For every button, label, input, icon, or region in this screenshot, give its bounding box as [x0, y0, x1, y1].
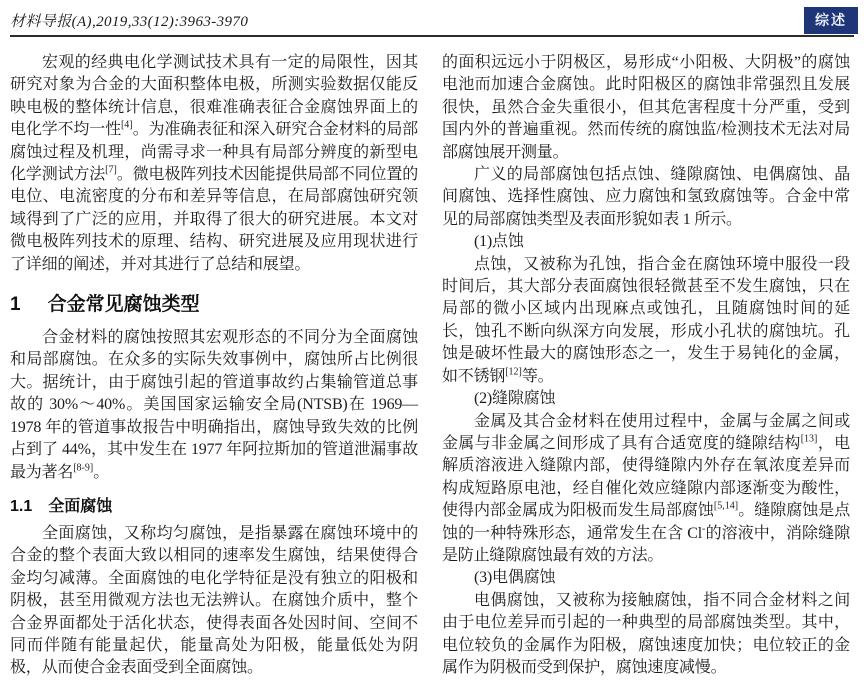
- paragraph: (3)电偶腐蚀: [474, 569, 556, 587]
- section-heading: [10, 493, 418, 516]
- article-type-badge: 综述: [804, 7, 858, 34]
- left-column: [10, 52, 418, 680]
- paragraph: 宏观的经典电化学测试技术具有一定的局限性，因其研究对象为合金的大面积整体电极，所测实验数据仅能反映电极的整体统计信息，很难准确表征合金腐蚀界面上的电化学不均一性[4]。为准确表征和深入研究合金材料的局部腐蚀过程及机理，尚需寻求一种具有局部分辨度的新型电化学测试方法[7]。微电极阵列技术因能提供局部不同位置的电位、电流密度的分布和差异等信息，在局部腐蚀研究领域得到了广泛的应用，并取得了很大的研究进展。本文对微电极阵列技术的原理、结构、研究进展及应用现状进行了详细的阐述，并对其进行了总结和展望。: [10, 54, 418, 273]
- section-number: 1: [10, 294, 21, 316]
- section-title: 合金常见腐蚀类型: [47, 294, 200, 316]
- section-heading: [10, 289, 418, 316]
- paragraph: (2)缝隙腐蚀: [474, 390, 556, 408]
- paragraph: 点蚀，又被称为孔蚀，指合金在腐蚀环境中服役一段时间后，其大部分表面腐蚀很轻微甚至不发生腐蚀，只在局部的微小区域内出现麻点或蚀孔，且随腐蚀时间的延长，蚀孔不断向纵深方向发展，形成小孔状的腐蚀坑。孔蚀是破坏性最大的腐蚀形态之一，发生于易钝化的金属，如不锈钢[12]等。: [442, 255, 850, 385]
- page-header: [10, 6, 854, 33]
- two-column-body: [10, 37, 854, 680]
- paragraph: 广义的局部腐蚀包括点蚀、缝隙腐蚀、电偶腐蚀、晶间腐蚀、选择性腐蚀、应力腐蚀和氢致腐蚀等。合金中常见的局部腐蚀类型及表面形貌如表 1 所示。: [442, 166, 850, 228]
- section-number: 1.1: [10, 497, 33, 515]
- paragraph: 电偶腐蚀，又被称为接触腐蚀，指不同合金材料之间由于电位差异而引起的一种典型的局部腐蚀类型。其中，电位较负的金属作为阳极，腐蚀速度加快；电位较正的金属作为阴极而受到保护，腐蚀速度减慢。: [442, 591, 850, 676]
- paragraph: 的面积远远小于阴极区，易形成“小阳极、大阴极”的腐蚀电池而加速合金腐蚀。此时阳极区的腐蚀非常强烈且发展很快，虽然合金失重很小，但其危害程度十分严重，受到国内外的普遍重视。然而传统的腐蚀监/检测技术无法对局部腐蚀展开测量。: [442, 54, 850, 161]
- paragraph: (1)点蚀: [474, 233, 524, 251]
- paragraph: 全面腐蚀，又称均匀腐蚀，是指暴露在腐蚀环境中的合金的整个表面大致以相同的速率发生腐蚀，结果使得合金均匀减薄。全面腐蚀的电化学特征是没有独立的阳极和阴极，甚至用微观方法也无法辨认。在腐蚀介质中，整个合金界面都处于活化状态，使得表面各处因时间、空间不同而伴随有能量起伏，能量高处为阳极，能量低处为阴极，从而使合金表面受到全面腐蚀。: [10, 524, 418, 677]
- paragraph: 金属及其合金材料在使用过程中，金属与金属之间或金属与非金属之间形成了具有合适宽度的缝隙结构[13]，电解质溶液进入缝隙内部，使得缝隙内外存在氧浓度差异而构成短路原电池，经自催化效应缝隙内部逐渐变为酸性，使得内部金属成为阳极而发生局部腐蚀[5,14]。缝隙腐蚀是点蚀的一种特殊形态，通常发生在含 Cl-的溶液中，消除缝隙是防止缝隙腐蚀最有效的方法。: [442, 412, 850, 564]
- section-title: 全面腐蚀: [48, 497, 113, 515]
- paragraph: 合金材料的腐蚀按照其宏观形态的不同分为全面腐蚀和局部腐蚀。在众多的实际失效事例中，腐蚀所占比例很大。据统计，由于腐蚀引起的管道事故约占集输管道总事故的 30%～40%。美国国家运输安全局(NTSB)在 1969—1978 年的管道事故报告中明确指出，腐蚀导致失效的比例占到了 44%，其中发生在 1977 年阿拉斯加的管道泄漏事故最为著名[8-9]。: [10, 329, 418, 481]
- right-column: [442, 52, 850, 680]
- journal-citation: 材料导报(A),2019,33(12):3963-3970: [10, 14, 249, 30]
